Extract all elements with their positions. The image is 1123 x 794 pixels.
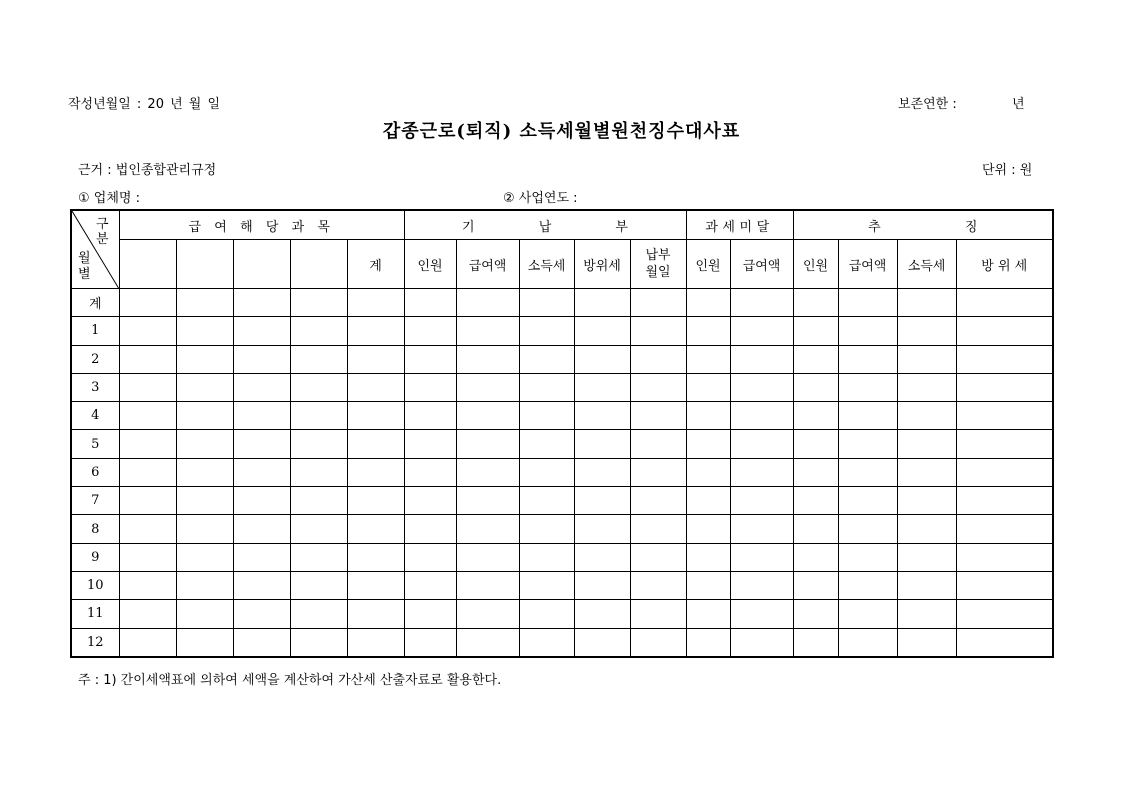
data-cell: [686, 628, 730, 657]
data-cell: [793, 317, 838, 345]
data-cell: [574, 345, 630, 373]
data-cell: [956, 628, 1053, 657]
data-cell: [574, 515, 630, 543]
data-cell: [404, 373, 456, 401]
data-cell: [897, 402, 956, 430]
company-name-label: ① 업체명 :: [78, 191, 140, 206]
data-cell: [574, 402, 630, 430]
data-cell: [347, 487, 404, 515]
data-cell: [290, 345, 347, 373]
data-cell: [233, 458, 290, 486]
data-cell: [404, 345, 456, 373]
data-cell: [456, 317, 519, 345]
data-cell: [347, 458, 404, 486]
data-cell: [119, 600, 176, 628]
data-cell: [793, 628, 838, 657]
data-cell: [730, 515, 793, 543]
data-cell: [176, 487, 233, 515]
data-cell: [456, 458, 519, 486]
date-label: 작성년월일 : 20 년 월 일: [68, 97, 221, 112]
data-cell: [630, 289, 686, 317]
data-cell: [404, 317, 456, 345]
basis-label: 근거 : 법인종합관리규정: [78, 163, 217, 178]
data-cell: [233, 600, 290, 628]
data-cell: [119, 487, 176, 515]
data-cell: [519, 543, 574, 571]
data-cell: [793, 373, 838, 401]
data-cell: [686, 373, 730, 401]
data-cell: [574, 317, 630, 345]
data-cell: [630, 600, 686, 628]
row-label: 12: [71, 628, 119, 657]
data-cell: [686, 317, 730, 345]
data-cell: [347, 515, 404, 543]
data-cell: [347, 430, 404, 458]
data-cell: [290, 458, 347, 486]
data-cell: [730, 543, 793, 571]
row-label: 1: [71, 317, 119, 345]
business-year-label: ② 사업연도 :: [503, 191, 578, 206]
table-row: [71, 402, 1053, 430]
data-cell: [290, 543, 347, 571]
withholding-tax-table: [70, 209, 1054, 658]
data-cell: [956, 373, 1053, 401]
data-cell: [838, 373, 897, 401]
data-cell: [290, 373, 347, 401]
data-cell: [897, 458, 956, 486]
data-cell: [176, 600, 233, 628]
data-cell: [630, 345, 686, 373]
data-cell: [290, 289, 347, 317]
data-cell: [519, 289, 574, 317]
data-cell: [838, 430, 897, 458]
data-cell: [574, 600, 630, 628]
data-cell: [519, 345, 574, 373]
table-row: [71, 430, 1053, 458]
data-cell: [404, 289, 456, 317]
data-cell: [347, 543, 404, 571]
row-label: 4: [71, 402, 119, 430]
data-cell: [838, 458, 897, 486]
table-row: [71, 628, 1053, 657]
data-cell: [956, 430, 1053, 458]
data-cell: [519, 600, 574, 628]
data-cell: [897, 430, 956, 458]
table-row: [71, 289, 1053, 317]
data-cell: [730, 458, 793, 486]
data-cell: [290, 600, 347, 628]
data-cell: [897, 289, 956, 317]
data-cell: [730, 430, 793, 458]
header-row-columns: [71, 240, 1053, 289]
row-label: 3: [71, 373, 119, 401]
data-cell: [404, 458, 456, 486]
data-cell: [574, 430, 630, 458]
row-label: 2: [71, 345, 119, 373]
data-cell: [233, 543, 290, 571]
data-cell: [404, 487, 456, 515]
data-cell: [630, 317, 686, 345]
untaxed-people-header: 인원: [686, 240, 730, 289]
data-cell: [456, 373, 519, 401]
data-cell: [233, 571, 290, 599]
table-row: [71, 515, 1053, 543]
data-cell: [630, 373, 686, 401]
data-cell: [956, 317, 1053, 345]
data-cell: [456, 402, 519, 430]
data-cell: [290, 628, 347, 657]
data-cell: [456, 289, 519, 317]
data-cell: [456, 430, 519, 458]
data-cell: [119, 458, 176, 486]
data-cell: [176, 571, 233, 599]
retention-label: 보존연한 :: [898, 97, 957, 112]
data-cell: [897, 571, 956, 599]
data-cell: [233, 317, 290, 345]
data-cell: [956, 487, 1053, 515]
paid-people-header: 인원: [404, 240, 456, 289]
data-cell: [686, 289, 730, 317]
data-cell: [456, 515, 519, 543]
data-cell: [176, 345, 233, 373]
data-cell: [176, 543, 233, 571]
data-cell: [347, 600, 404, 628]
table-row: [71, 317, 1053, 345]
table-body: [71, 289, 1053, 657]
table-row: [71, 543, 1053, 571]
unit-label: 단위 : 원: [982, 163, 1033, 178]
data-cell: [838, 487, 897, 515]
data-cell: [119, 430, 176, 458]
untaxed-group-header: 과세미달: [686, 210, 793, 240]
data-cell: [793, 289, 838, 317]
table-row: [71, 345, 1053, 373]
row-label: 6: [71, 458, 119, 486]
data-cell: [838, 628, 897, 657]
data-cell: [176, 317, 233, 345]
header-row-groups: [71, 210, 1053, 240]
paid-wage-header: 급여액: [456, 240, 519, 289]
data-cell: [686, 571, 730, 599]
salary-col-4: [290, 240, 347, 289]
data-cell: [456, 487, 519, 515]
data-cell: [233, 487, 290, 515]
data-cell: [176, 402, 233, 430]
table-row: [71, 487, 1053, 515]
collect-defense-tax-header: 방 위 세: [956, 240, 1053, 289]
data-cell: [838, 402, 897, 430]
collect-wage-header: 급여액: [838, 240, 897, 289]
data-cell: [956, 571, 1053, 599]
paid-group-header: 기 납 부: [404, 210, 686, 240]
page-title: 갑종근로(퇴직) 소득세월별원천징수대사표: [382, 121, 741, 142]
data-cell: [838, 571, 897, 599]
data-cell: [119, 373, 176, 401]
table-row: [71, 571, 1053, 599]
data-cell: [519, 317, 574, 345]
data-cell: [519, 402, 574, 430]
data-cell: [574, 458, 630, 486]
data-cell: [838, 600, 897, 628]
data-cell: [574, 373, 630, 401]
data-cell: [456, 345, 519, 373]
collect-income-tax-header: 소득세: [897, 240, 956, 289]
data-cell: [290, 515, 347, 543]
data-cell: [233, 402, 290, 430]
data-cell: [574, 289, 630, 317]
data-cell: [119, 345, 176, 373]
data-cell: [838, 515, 897, 543]
data-cell: [793, 571, 838, 599]
data-cell: [456, 571, 519, 599]
data-cell: [730, 402, 793, 430]
data-cell: [686, 430, 730, 458]
data-cell: [630, 487, 686, 515]
data-cell: [119, 515, 176, 543]
collect-group-header: 추 징: [793, 210, 1053, 240]
data-cell: [176, 628, 233, 657]
data-cell: [897, 600, 956, 628]
collect-people-header: 인원: [793, 240, 838, 289]
data-cell: [290, 317, 347, 345]
data-cell: [347, 289, 404, 317]
table-row: [71, 373, 1053, 401]
data-cell: [519, 571, 574, 599]
row-label: 9: [71, 543, 119, 571]
data-cell: [897, 628, 956, 657]
data-cell: [793, 458, 838, 486]
data-cell: [519, 458, 574, 486]
data-cell: [897, 515, 956, 543]
data-cell: [233, 430, 290, 458]
data-cell: [956, 345, 1053, 373]
data-cell: [456, 600, 519, 628]
data-cell: [730, 600, 793, 628]
paid-date-header: [630, 240, 686, 289]
data-cell: [630, 402, 686, 430]
data-cell: [347, 345, 404, 373]
data-cell: [119, 571, 176, 599]
retention-unit: 년: [1012, 97, 1025, 112]
data-cell: [176, 515, 233, 543]
salary-col-2: [176, 240, 233, 289]
data-cell: [404, 515, 456, 543]
data-cell: [176, 430, 233, 458]
paid-date-label: 납부 월일: [645, 248, 671, 280]
data-cell: [119, 402, 176, 430]
data-cell: [233, 373, 290, 401]
data-cell: [793, 430, 838, 458]
data-cell: [897, 345, 956, 373]
data-cell: [730, 317, 793, 345]
data-cell: [347, 628, 404, 657]
data-cell: [290, 487, 347, 515]
data-cell: [574, 543, 630, 571]
data-cell: [838, 289, 897, 317]
data-cell: [793, 543, 838, 571]
data-cell: [574, 487, 630, 515]
data-cell: [897, 487, 956, 515]
data-cell: [630, 430, 686, 458]
row-label: 7: [71, 487, 119, 515]
data-cell: [404, 430, 456, 458]
data-cell: [519, 373, 574, 401]
data-cell: [176, 458, 233, 486]
data-cell: [290, 402, 347, 430]
data-cell: [686, 458, 730, 486]
row-label: 8: [71, 515, 119, 543]
data-cell: [176, 373, 233, 401]
data-cell: [793, 345, 838, 373]
data-cell: [838, 345, 897, 373]
corner-bottom-label: 월 별: [78, 251, 91, 282]
data-cell: [347, 402, 404, 430]
data-cell: [730, 289, 793, 317]
data-cell: [630, 543, 686, 571]
data-cell: [347, 571, 404, 599]
salary-col-1: [119, 240, 176, 289]
salary-col-3: [233, 240, 290, 289]
row-label: 11: [71, 600, 119, 628]
data-cell: [456, 628, 519, 657]
data-cell: [574, 628, 630, 657]
data-cell: [686, 600, 730, 628]
data-cell: [793, 402, 838, 430]
data-cell: [404, 571, 456, 599]
data-cell: [730, 628, 793, 657]
data-cell: [519, 430, 574, 458]
data-cell: [630, 458, 686, 486]
table-row: [71, 600, 1053, 628]
row-label: 5: [71, 430, 119, 458]
data-cell: [956, 458, 1053, 486]
corner-cell: [71, 210, 119, 289]
data-cell: [519, 628, 574, 657]
data-cell: [956, 289, 1053, 317]
salary-total-header: 계: [347, 240, 404, 289]
data-cell: [176, 289, 233, 317]
data-cell: [404, 600, 456, 628]
data-cell: [838, 317, 897, 345]
data-cell: [956, 600, 1053, 628]
data-cell: [630, 628, 686, 657]
footnote: 주 : 1) 간이세액표에 의하여 세액을 계산하여 가산세 산출자료로 활용한다.: [78, 673, 502, 688]
data-cell: [404, 402, 456, 430]
data-cell: [519, 515, 574, 543]
data-cell: [686, 515, 730, 543]
data-cell: [119, 543, 176, 571]
data-cell: [290, 430, 347, 458]
data-cell: [630, 571, 686, 599]
data-cell: [574, 571, 630, 599]
data-cell: [793, 600, 838, 628]
data-cell: [686, 345, 730, 373]
untaxed-wage-header: 급여액: [730, 240, 793, 289]
data-cell: [686, 487, 730, 515]
data-cell: [956, 402, 1053, 430]
paid-income-tax-header: 소득세: [519, 240, 574, 289]
data-cell: [793, 487, 838, 515]
data-cell: [290, 571, 347, 599]
data-cell: [404, 543, 456, 571]
data-cell: [838, 543, 897, 571]
data-cell: [519, 487, 574, 515]
data-cell: [630, 515, 686, 543]
data-cell: [956, 515, 1053, 543]
data-cell: [897, 373, 956, 401]
data-cell: [730, 571, 793, 599]
row-label: 계: [71, 289, 119, 317]
data-cell: [730, 373, 793, 401]
row-label: 10: [71, 571, 119, 599]
data-cell: [956, 543, 1053, 571]
data-cell: [233, 515, 290, 543]
salary-group-header: 급 여 해 당 과 목: [119, 210, 404, 240]
data-cell: [897, 543, 956, 571]
data-cell: [233, 289, 290, 317]
data-cell: [686, 402, 730, 430]
data-cell: [730, 345, 793, 373]
data-cell: [404, 628, 456, 657]
data-cell: [119, 628, 176, 657]
data-cell: [347, 317, 404, 345]
data-cell: [233, 628, 290, 657]
paid-defense-tax-header: 방위세: [574, 240, 630, 289]
data-cell: [793, 515, 838, 543]
data-cell: [233, 345, 290, 373]
table-row: [71, 458, 1053, 486]
data-cell: [730, 487, 793, 515]
data-cell: [119, 289, 176, 317]
data-cell: [897, 317, 956, 345]
data-cell: [347, 373, 404, 401]
data-cell: [119, 317, 176, 345]
data-cell: [456, 543, 519, 571]
corner-top-label: 구 분: [95, 217, 109, 247]
data-cell: [686, 543, 730, 571]
